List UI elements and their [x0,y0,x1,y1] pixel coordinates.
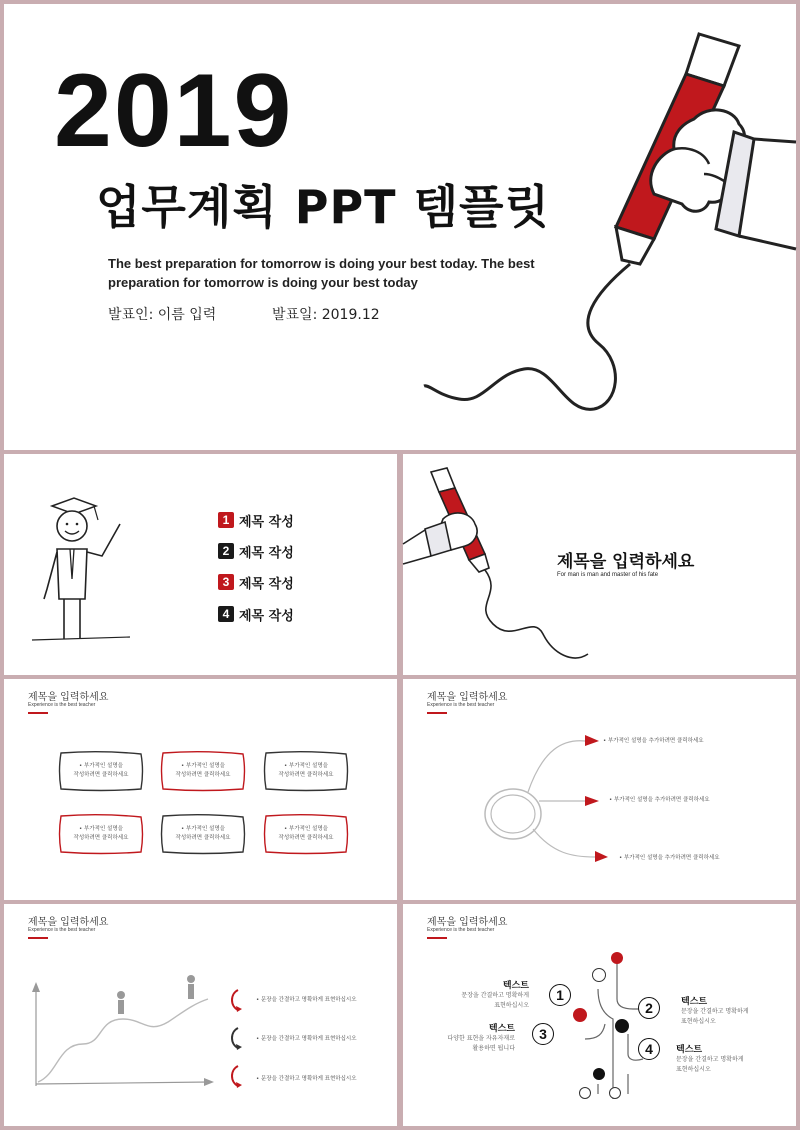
growth-text: • 문장을 간결하고 명확하게 표현하십시오 [256,997,357,1003]
slide-title: 제목을 입력하세요 [28,917,109,928]
section-slide[interactable] [403,454,796,675]
tree-node-3[interactable]: 3 [532,1023,554,1045]
slide-title: 제목을 입력하세요 [28,692,109,703]
tree-connectors [543,944,683,1104]
node-desc: 표현하십시오 [494,1002,529,1009]
tree-label-3 [429,1021,515,1054]
slide-subtitle: Experience is the best teacher [28,702,96,708]
toc-slide[interactable] [4,454,397,675]
slide-title: 제목을 입력하세요 [427,917,508,928]
text-box[interactable] [57,812,145,856]
arrow-icon [228,1026,252,1050]
toc-item-3[interactable] [218,573,294,591]
toc-number: 2 [218,543,234,559]
tree-node-1[interactable]: 1 [549,984,571,1006]
node-label: 텍스트 [681,997,708,1007]
title-underline [28,937,48,939]
growth-illustration [28,974,218,1094]
slide-subtitle: Experience is the best teacher [28,927,96,933]
box-text: 작성하려면 클릭하세요 [175,835,231,841]
box-text: 작성하려면 클릭하세요 [175,772,231,778]
node-desc: 표현하십시오 [681,1018,716,1025]
text-box[interactable] [159,749,247,793]
toc-number: 3 [218,574,234,590]
boxes-slide[interactable] [4,679,397,900]
toc-item-label: 제목 작성 [239,514,294,530]
slide-title: 제목을 입력하세요 [427,692,508,703]
node-desc: 활용하면 됩니다 [472,1045,515,1052]
branch-slide[interactable] [403,679,796,900]
node-desc: 문장을 간결하고 명확하게 [676,1056,744,1063]
tree-node-4[interactable]: 4 [638,1038,660,1060]
node-dot-outline [608,1086,622,1100]
toc-item-2[interactable] [218,542,294,560]
section-title: 제목을 입력하세요 [557,552,695,572]
slide-subtitle: Experience is the best teacher [427,927,495,933]
node-desc: 다양한 표현을 자유자재로 [447,1035,515,1042]
toc-item-label: 제목 작성 [239,576,294,592]
toc-number: 1 [218,512,234,528]
node-dot-black [614,1018,630,1034]
growth-text: • 문장을 간결하고 명확하게 표현하십시오 [256,1076,357,1082]
box-text: • 부가적인 설명을 [181,826,225,832]
text-box[interactable] [262,812,350,856]
box-text: • 부가적인 설명을 [79,763,123,769]
box-text: • 부가적인 설명을 [79,826,123,832]
branch-text: • 부가적인 설명을 추가하려면 클릭하세요 [619,855,720,861]
title-underline [28,712,48,714]
tree-label-4 [676,1042,776,1075]
box-text: 작성하려면 클릭하세요 [278,835,334,841]
box-text: • 부가적인 설명을 [284,763,328,769]
growth-slide[interactable] [4,904,397,1126]
arrow-icon [228,1064,252,1088]
text-box[interactable] [57,749,145,793]
node-label: 텍스트 [676,1045,703,1055]
node-dot-red [610,951,624,965]
toc-item-1[interactable] [218,511,294,529]
cover-year: 2019 [54,53,294,169]
node-desc: 문장을 간결하고 명확하게 [461,992,529,999]
text-box[interactable] [262,749,350,793]
title-underline [427,712,447,714]
toc-item-label: 제목 작성 [239,545,294,561]
hand-marker-illustration [404,24,796,424]
branch-diagram [473,729,623,879]
box-text: 작성하려면 클릭하세요 [73,835,129,841]
section-subtitle: For man is man and master of his fate [557,572,659,578]
node-label: 텍스트 [502,981,529,991]
toc-item-4[interactable] [218,605,294,623]
cover-subtitle: The best preparation for tomorrow is doing your best today. The best preparation for tomorrow is doing your best today [108,256,535,290]
title-underline [427,937,447,939]
tree-label-1 [443,978,529,1011]
node-desc: 문장을 간결하고 명확하게 [681,1008,749,1015]
text-box[interactable] [159,812,247,856]
slide-subtitle: Experience is the best teacher [427,702,495,708]
branch-text: • 부가적인 설명을 추가하려면 클릭하세요 [609,797,710,803]
node-dot-outline [578,1086,592,1100]
box-text: 작성하려면 클릭하세요 [278,772,334,778]
arrow-icon [228,988,252,1012]
node-desc: 표현하십시오 [676,1066,711,1073]
toc-number: 4 [218,606,234,622]
cover-presenter: 발표인: 이름 입력 [108,307,217,323]
node-dot-red [572,1007,588,1023]
node-label: 텍스트 [488,1024,515,1034]
tree-label-2 [681,994,781,1027]
box-text: • 부가적인 설명을 [284,826,328,832]
tree-node-2[interactable]: 2 [638,997,660,1019]
box-text: • 부가적인 설명을 [181,763,225,769]
node-dot-outline [591,967,607,983]
cover-date: 발표일: 2019.12 [272,307,380,323]
tree-slide[interactable] [403,904,796,1126]
growth-text: • 문장을 간결하고 명확하게 표현하십시오 [256,1036,357,1042]
cover-title: 업무계획 PPT 템플릿 [96,180,550,234]
cover-slide[interactable] [4,4,796,450]
teacher-stick-figure-illustration [32,494,132,644]
box-text: 작성하려면 클릭하세요 [73,772,129,778]
branch-text: • 부가적인 설명을 추가하려면 클릭하세요 [603,738,704,744]
toc-item-label: 제목 작성 [239,608,294,624]
node-dot-black [592,1067,606,1081]
